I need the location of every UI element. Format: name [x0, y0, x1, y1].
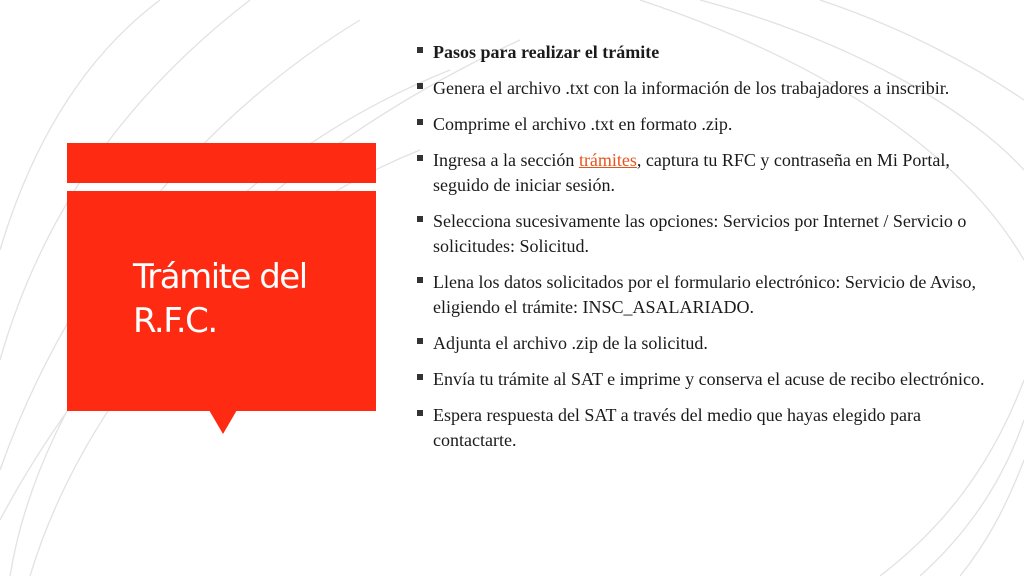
- square-bullet-icon: [417, 155, 423, 161]
- list-item-text: Selecciona sucesivamente las opciones: Servicios por Internet / Servicio o solicitudes: Solicitud.: [433, 211, 967, 256]
- square-bullet-icon: [417, 277, 423, 283]
- list-item: [412, 76, 1002, 101]
- square-bullet-icon: [417, 47, 423, 53]
- list-item-text: Llena los datos solicitados por el formulario electrónico: Servicio de Aviso, eligiendo el trámite: INSC_ASALARIADO.: [433, 272, 977, 317]
- list-item-text: Genera el archivo .txt con la información de los trabajadores a inscribir.: [433, 78, 950, 98]
- slide-title-line-1: Trámite del: [133, 257, 307, 297]
- list-item-text: Envía tu trámite al SAT e imprime y conserva el acuse de recibo electrónico.: [433, 369, 985, 389]
- list-item-text: Adjunta el archivo .zip de la solicitud.: [433, 333, 708, 353]
- slide-title-line-2: R.F.C.: [133, 301, 217, 341]
- list-item-text-before: Ingresa a la sección: [433, 150, 579, 170]
- list-item-text-after: , captura tu RFC y contraseña en Mi Portal, seguido de iniciar sesión.: [433, 150, 950, 195]
- list-item-text: Comprime el archivo .txt en formato .zip.: [433, 114, 733, 134]
- list-item-text: Espera respuesta del SAT a través del medio que hayas elegido para contactarte.: [433, 405, 921, 450]
- list-item-text: [433, 150, 950, 195]
- title-box-pointer: [209, 410, 237, 434]
- slide-title: [133, 255, 353, 343]
- square-bullet-icon: [417, 410, 423, 416]
- list-item: [412, 112, 1002, 137]
- list-item: [412, 331, 1002, 356]
- list-item: [412, 270, 1002, 320]
- square-bullet-icon: [417, 374, 423, 380]
- list-item: [412, 148, 1002, 198]
- steps-list: [412, 40, 1002, 464]
- square-bullet-icon: [417, 216, 423, 222]
- list-item: [412, 209, 1002, 259]
- square-bullet-icon: [417, 83, 423, 89]
- list-item: [412, 403, 1002, 453]
- tramites-link[interactable]: trámites: [578, 150, 637, 170]
- list-item: [412, 40, 1002, 65]
- title-accent-bar: [67, 143, 376, 183]
- list-item-text: Pasos para realizar el trámite: [433, 42, 660, 62]
- list-item: [412, 367, 1002, 392]
- square-bullet-icon: [417, 119, 423, 125]
- square-bullet-icon: [417, 338, 423, 344]
